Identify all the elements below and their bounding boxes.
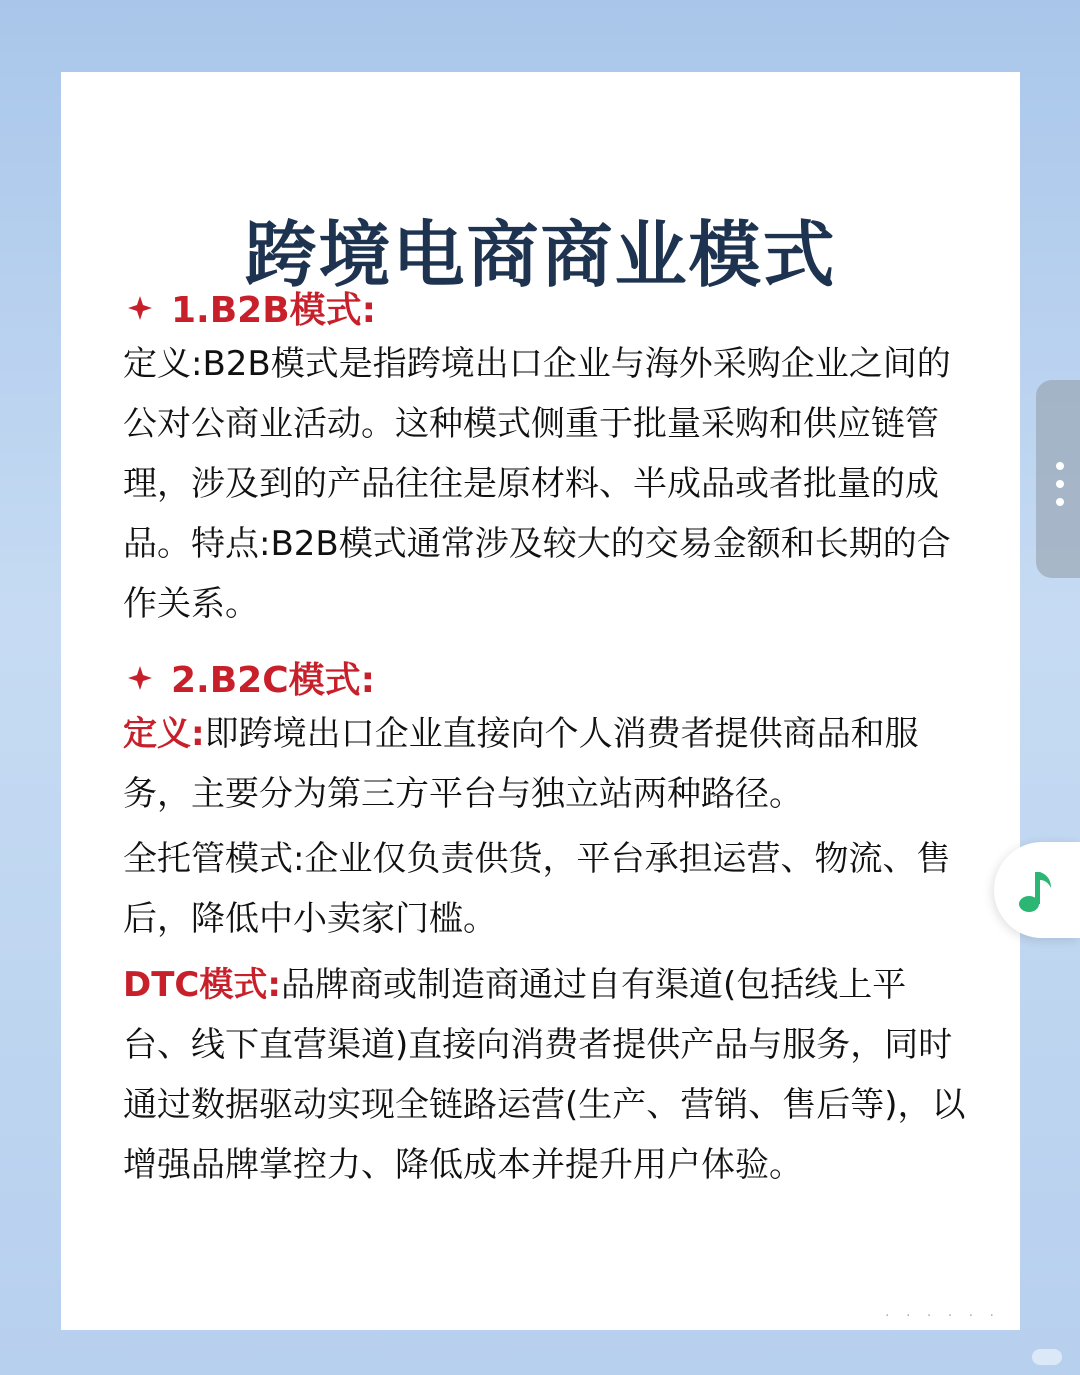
paragraph-lead: 定义: (123, 714, 205, 754)
four-point-cross-icon (127, 665, 153, 691)
music-button[interactable] (994, 842, 1080, 938)
dtc-paragraph (123, 955, 968, 1195)
corner-badge (1032, 1349, 1062, 1365)
content-card (61, 72, 1020, 1330)
paragraph-lead: DTC模式: (123, 965, 281, 1005)
more-vertical-icon[interactable] (1056, 462, 1064, 506)
b2c-definition-paragraph (123, 704, 968, 824)
music-note-icon (1017, 866, 1057, 914)
section-heading-b2b (127, 282, 376, 333)
watermark: · · · · · · (885, 1308, 1000, 1324)
section-heading-b2c (127, 652, 375, 703)
paragraph-text: 定义:B2B模式是指跨境出口企业与海外采购企业之间的公对公商业活动。这种模式侧重于批量采购和供应链管理，涉及到的产品往往是原材料、半成品或者批量的成品。特点:B2B模式通常涉及较大的交易金额和长期的合作关系。 (123, 344, 951, 624)
b2b-definition-paragraph (123, 334, 968, 634)
four-point-cross-icon (127, 295, 153, 321)
paragraph-text: 全托管模式:企业仅负责供货，平台承担运营、物流、售后，降低中小卖家门槛。 (123, 839, 951, 939)
page-title: 跨境电商商业模式 (244, 213, 837, 297)
section-heading-label: 1.B2B模式: (171, 290, 377, 331)
section-heading-label: 2.B2C模式: (171, 660, 376, 701)
paragraph-text: 品牌商或制造商通过自有渠道(包括线上平台、线下直营渠道)直接向消费者提供产品与服务，同时通过数据驱动实现全链路运营(生产、营销、售后等)，以增强品牌掌控力、降低成本并提升用户体验。 (123, 965, 966, 1185)
full-custody-paragraph (123, 829, 968, 949)
paragraph-text: 即跨境出口企业直接向个人消费者提供商品和服务，主要分为第三方平台与独立站两种路径。 (123, 714, 919, 814)
